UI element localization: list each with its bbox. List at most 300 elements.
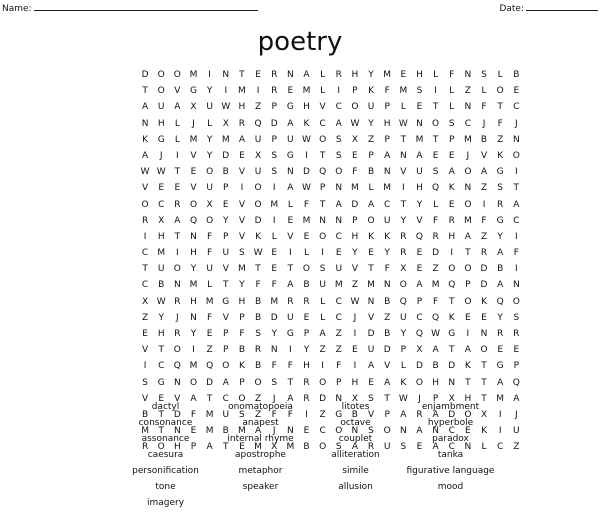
grid-cell: P [384,102,390,113]
grid-cell: N [190,312,197,323]
grid-cell: M [238,86,246,97]
grid-cell: Q [206,361,214,372]
grid-cell: U [222,409,230,420]
grid-cell: A [141,102,149,113]
grid-cell: N [335,183,343,194]
grid-cell: F [352,167,358,178]
grid-cell: A [448,167,455,178]
grid-cell: F [239,329,245,339]
grid-cell: X [351,134,358,145]
grid-row [137,310,524,326]
grid-cell: P [352,215,358,226]
grid-cell: B [367,167,375,178]
grid-cell: R [480,248,488,259]
grid-cell: Y [416,199,423,210]
grid-cell: S [335,150,342,161]
grid-cell: D [173,409,181,420]
grid-cell: A [432,345,439,356]
grid-cell: O [319,377,327,388]
grid-cell: E [416,102,423,113]
grid-cell: J [192,118,195,129]
grid-cell: F [271,361,277,372]
grid-cell: M [238,426,246,437]
grid-cell: O [464,167,472,178]
grid-cell: W [398,118,408,129]
grid-cell: L [287,199,293,210]
grid-row [137,83,524,99]
grid-cell: A [367,361,375,372]
grid-cell: B [222,167,229,178]
grid-cell: O [432,118,440,129]
grid-cell: C [335,102,342,113]
grid-cell: H [416,70,423,80]
grid-cell: U [367,102,375,113]
grid-cell: H [448,231,456,242]
word-list-item: internal rhyme [227,434,294,444]
grid-cell: B [254,361,262,372]
word-list-item: alliteration [331,450,380,460]
grid-cell: Q [415,231,423,242]
grid-cell: L [433,70,439,80]
grid-cell: N [480,329,488,339]
grid-cell: Z [254,409,262,420]
grid-cell: S [432,167,439,178]
grid-cell: S [271,150,278,161]
grid-cell: F [513,248,519,259]
grid-cell: N [286,167,294,178]
grid-row [137,342,524,358]
grid-cell: N [335,215,343,226]
grid-cell: M [496,393,505,404]
grid-cell: N [173,426,181,437]
grid-cell: D [480,280,488,291]
grid-cell: Z [254,102,262,113]
grid-cell: V [222,264,229,275]
grid-cell: O [351,102,359,113]
grid-cell: M [254,442,262,453]
grid-cell: A [416,150,423,161]
grid-cell: N [464,183,472,194]
grid-cell: L [481,442,487,453]
grid-cell: T [432,102,439,113]
grid-cell: T [158,345,164,356]
grid-row [137,67,524,83]
grid-cell: Z [335,329,342,339]
grid-cell: R [513,329,520,339]
grid-cell: A [238,134,245,145]
letter-grid [137,67,524,456]
grid-cell: K [368,231,374,242]
grid-cell: M [464,134,472,145]
grid-cell: W [156,167,166,178]
grid-cell: D [222,150,230,161]
grid-cell: C [141,280,149,291]
grid-cell: F [497,118,503,129]
grid-cell: Q [496,296,504,307]
grid-cell: Q [432,183,440,194]
grid-cell: Y [223,215,229,226]
grid-cell: O [383,426,391,437]
grid-cell: T [465,377,471,388]
grid-cell: R [400,231,407,242]
word-list-item: caesura [147,450,184,460]
grid-cell: O [512,150,520,161]
grid-cell: O [173,264,181,275]
grid-cell: N [383,280,391,291]
word-list-item: tanka [437,450,464,460]
grid-cell: C [141,248,149,259]
word-list-item: anapest [242,418,279,428]
grid-cell: A [432,442,439,453]
grid-cell: A [335,118,342,129]
grid-cell: C [319,426,326,437]
grid-cell: A [497,377,504,388]
grid-cell: J [466,150,470,161]
grid-cell: O [302,264,311,275]
grid-cell: R [271,86,278,97]
grid-cell: E [513,345,520,356]
grid-cell: C [464,118,472,129]
grid-cell: A [351,442,358,453]
grid-cell: P [336,377,342,388]
grid-cell: M [205,409,214,420]
grid-cell: N [399,150,407,161]
grid-cell: R [448,215,455,226]
grid-cell: Y [368,118,374,129]
grid-cell: N [399,426,407,437]
grid-cell: D [415,361,423,372]
grid-cell: Z [351,280,358,291]
grid-cell: O [415,377,423,388]
grid-cell: E [352,150,358,161]
grid-cell: S [142,377,148,388]
grid-cell: I [321,361,324,372]
grid-cell: H [416,183,423,194]
grid-cell: I [176,248,179,259]
grid-cell: T [239,70,245,80]
grid-cell: O [157,86,165,97]
grid-cell: X [416,345,423,356]
grid-cell: C [335,296,342,307]
grid-cell: G [448,329,456,339]
grid-cell: E [335,248,342,259]
grid-cell: B [480,134,488,145]
grid-cell: X [351,393,358,404]
grid-cell: V [238,199,245,210]
grid-cell: S [368,393,374,404]
grid-row [137,116,524,132]
grid-cell: T [400,199,407,210]
grid-cell: F [207,231,213,242]
grid-cell: I [272,215,276,226]
grid-cell: M [189,70,198,80]
grid-cell: F [384,86,390,97]
grid-cell: I [353,329,357,339]
grid-cell: T [287,264,294,275]
grid-cell: N [464,102,472,113]
grid-cell: N [141,118,149,129]
grid-cell: M [189,280,198,291]
grid-cell: T [223,280,229,291]
grid-cell: T [481,377,487,388]
grid-cell: E [303,312,310,323]
grid-cell: H [157,118,165,129]
grid-cell: S [271,377,278,388]
grid-cell: J [272,393,276,404]
grid-cell: Q [254,118,262,129]
grid-cell: A [287,280,294,291]
grid-cell: Y [368,70,374,80]
grid-cell: O [319,442,327,453]
grid-cell: Z [480,231,488,242]
grid-cell: M [157,248,166,259]
grid-cell: B [158,280,165,291]
grid-cell: L [320,296,326,307]
grid-row [137,294,524,310]
grid-cell: O [206,167,214,178]
grid-cell: K [142,134,149,145]
grid-cell: S [400,442,407,453]
grid-cell: R [174,296,181,307]
grid-cell: A [174,102,181,113]
grid-cell: M [383,70,392,80]
grid-cell: L [174,118,180,129]
grid-cell: G [190,86,197,97]
grid-cell: P [223,183,229,194]
grid-cell: Q [173,361,181,372]
grid-cell: V [400,167,407,178]
grid-cell: N [383,167,391,178]
grid-cell: V [190,183,197,194]
grid-cell: O [254,199,262,210]
grid-cell: F [207,248,213,259]
grid-cell: U [254,167,262,178]
grid-cell: S [239,409,245,420]
grid-cell: W [156,296,166,307]
word-list-item: litotes [341,402,370,412]
grid-cell: Z [206,345,213,356]
grid-cell: S [368,426,374,437]
grid-cell: R [303,393,310,404]
word-list-item: hyperbole [427,418,474,428]
grid-cell: L [433,199,439,210]
grid-cell: E [448,150,455,161]
grid-row [137,197,524,213]
grid-cell: V [367,409,375,420]
grid-cell: W [302,134,311,145]
word-list-item: couplet [338,434,373,444]
grid-cell: M [464,215,472,226]
grid-cell: C [416,312,423,323]
grid-cell: P [465,280,471,291]
word-list-item: imagery [146,498,185,508]
grid-cell: X [448,393,455,404]
grid-cell: I [192,345,195,356]
grid-cell: U [287,134,294,145]
name-field [2,2,258,14]
grid-cell: W [350,296,360,307]
grid-cell: T [255,264,261,275]
grid-cell: E [174,183,181,194]
grid-cell: I [289,248,292,259]
grid-cell: K [481,426,487,437]
grid-cell: K [497,150,504,161]
grid-cell: I [321,248,324,259]
grid-cell: P [384,134,390,145]
grid-cell: A [287,118,294,129]
grid-cell: Z [497,134,504,145]
grid-cell: E [190,426,197,437]
grid-cell: M [383,183,392,194]
word-list-item: allusion [338,482,373,492]
grid-cell: Y [400,215,407,226]
grid-cell: U [222,248,230,259]
grid-cell: X [254,150,262,161]
grid-cell: M [334,280,343,291]
grid-cell: O [464,409,472,420]
grid-cell: G [496,167,504,178]
grid-cell: C [448,442,455,453]
grid-cell: P [239,377,245,388]
grid-cell: O [206,215,214,226]
grid-cell: T [448,345,455,356]
grid-cell: F [481,102,487,113]
grid-cell: M [189,134,198,145]
grid-cell: G [222,296,230,307]
grid-cell: N [335,393,343,404]
grid-cell: K [448,312,455,323]
grid-cell: H [157,329,165,339]
grid-cell: I [256,86,260,97]
grid-cell: C [448,426,455,437]
grid-cell: K [384,231,391,242]
grid-cell: L [400,102,406,113]
grid-cell: P [400,345,407,356]
grid-row [137,180,524,196]
grid-cell: A [464,345,471,356]
grid-cell: F [336,361,342,372]
grid-row [137,358,524,374]
grid-cell: K [400,377,407,388]
grid-cell: M [302,86,311,97]
grid-cell: N [367,296,375,307]
grid-cell: L [207,118,213,129]
grid-cell: P [223,329,229,339]
grid-cell: I [143,361,147,372]
grid-cell: Z [384,312,391,323]
grid-cell: N [512,280,520,291]
grid-cell: L [320,70,326,80]
grid-cell: U [513,426,520,437]
grid-cell: D [141,70,149,80]
grid-cell: U [157,264,165,275]
grid-cell: U [319,280,326,291]
word-list-item: personification [132,466,199,476]
grid-cell: H [238,296,246,307]
grid-cell: P [271,134,277,145]
grid-cell: W [398,393,408,404]
grid-cell: R [141,215,149,226]
grid-cell: B [384,296,391,307]
grid-cell: V [367,312,375,323]
grid-row [137,261,524,277]
grid-cell: E [448,199,455,210]
grid-cell: J [514,409,518,420]
grid-cell: M [205,426,214,437]
grid-cell: K [303,118,310,129]
grid-cell: U [206,183,213,194]
grid-cell: T [481,361,487,372]
grid-row [137,375,524,391]
grid-cell: M [367,280,375,291]
grid-cell: M [270,296,279,307]
grid-cell: E [287,215,294,226]
grid-row [137,229,524,245]
grid-cell: Y [271,329,277,339]
grid-cell: T [287,377,294,388]
grid-cell: J [418,393,421,404]
grid-cell: N [464,70,472,80]
grid-cell: P [319,183,326,194]
word-list-item: simile [342,466,369,476]
grid-row [137,213,524,229]
word-list-item: consonance [138,418,193,428]
word-list-item: mood [437,482,464,492]
grid-cell: T [174,231,181,242]
grid-cell: G [335,409,343,420]
grid-cell: O [319,231,327,242]
grid-cell: I [514,231,518,242]
grid-cell: H [351,377,359,388]
grid-cell: H [157,231,165,242]
grid-cell: O [254,377,262,388]
grid-cell: R [335,70,342,80]
grid-cell: L [320,312,326,323]
grid-cell: W [253,248,263,259]
grid-cell: C [513,102,520,113]
grid-cell: L [303,248,309,259]
grid-cell: I [450,248,454,259]
grid-cell: V [174,86,181,97]
grid-cell: E [222,199,229,210]
grid-cell: A [287,393,294,404]
grid-cell: X [400,264,407,275]
grid-cell: M [205,296,214,307]
grid-cell: D [303,167,310,178]
grid-cell: A [497,248,504,259]
grid-cell: K [448,183,455,194]
grid-cell: G [286,102,294,113]
grid-cell: O [189,377,198,388]
grid-cell: B [432,361,439,372]
grid-cell: P [271,102,277,113]
grid-cell: P [384,409,390,420]
grid-cell: F [481,215,487,226]
grid-cell: I [305,150,308,161]
grid-cell: S [319,264,326,275]
grid-cell: V [222,312,229,323]
grid-cell: T [174,167,181,178]
grid-cell: O [157,70,165,80]
grid-cell: E [481,312,487,323]
grid-cell: H [303,102,310,113]
grid-cell: X [158,215,165,226]
grid-cell: B [141,409,149,420]
grid-cell: W [350,118,360,129]
grid-cell: Z [432,264,439,275]
grid-cell: B [254,296,262,307]
grid-cell: E [416,264,423,275]
